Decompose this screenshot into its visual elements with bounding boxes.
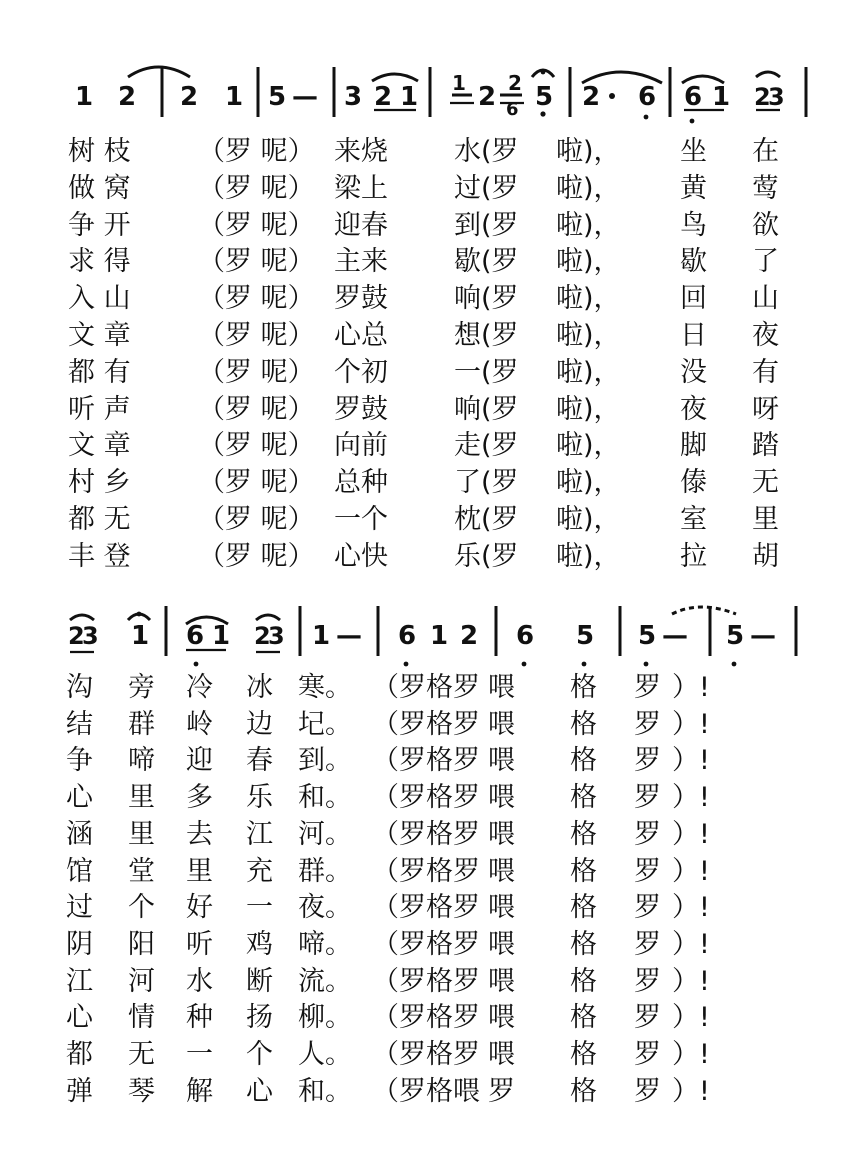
- lyric-syllable: ）!: [672, 1002, 710, 1034]
- lyric-syllable: （罗格罗: [372, 782, 480, 814]
- lyric-syllable: ）!: [672, 745, 710, 777]
- lyric-syllable: 一: [246, 892, 273, 924]
- lyric-syllable: （罗格罗: [372, 1039, 480, 1070]
- lyric-syllable: ）!: [672, 1075, 710, 1107]
- lyric-syllable: 喂: [488, 708, 515, 740]
- lyric-syllable: 迎春: [334, 209, 388, 241]
- lyric-line: [0, 244, 860, 280]
- lyric-syllable: 啦)，: [556, 540, 621, 572]
- lyric-syllable: 格: [570, 1039, 597, 1070]
- note2-15: 5: [638, 621, 657, 651]
- lyric-syllable: 求 得: [68, 246, 131, 278]
- lyric-syllable: 都 无: [68, 504, 131, 535]
- lyric-syllable: 啦)，: [556, 283, 621, 315]
- lyric-line: [0, 171, 860, 207]
- lyric-syllable: 啼: [128, 745, 155, 777]
- lyric-syllable: 心: [66, 782, 93, 814]
- lyric-syllable: ）!: [672, 855, 710, 887]
- lyric-syllable: 去: [186, 818, 213, 850]
- lyric-syllable: ）!: [672, 892, 710, 924]
- lyric-syllable: （罗格罗: [372, 855, 480, 887]
- dash2-1: —: [336, 621, 362, 651]
- lyric-syllable: （罗格罗: [372, 672, 480, 703]
- note-11: 2: [478, 82, 497, 112]
- lyric-syllable: （罗 呢）: [198, 136, 315, 167]
- lyric-syllable: 喂: [488, 928, 515, 960]
- lyric-syllable: 日: [680, 320, 707, 351]
- lyric-syllable: 村 乡: [68, 467, 131, 499]
- note-3: 2: [180, 82, 199, 112]
- lyric-syllable: （罗 呢）: [198, 283, 315, 315]
- note2-1: 2: [68, 622, 85, 650]
- lyric-syllable: （罗格罗: [372, 745, 480, 777]
- lyric-syllable: 罗: [634, 965, 661, 997]
- lyric-syllable: 格: [570, 928, 597, 960]
- lyric-syllable: 文 章: [68, 430, 131, 462]
- lyric-syllable: 情: [128, 1002, 155, 1034]
- lyric-syllable: 到。: [298, 745, 352, 777]
- lyric-syllable: 阴: [66, 928, 93, 960]
- lyric-syllable: 格: [570, 965, 597, 997]
- lyric-syllable: 踏: [752, 430, 779, 462]
- lyric-syllable: 主来: [334, 246, 388, 278]
- note-21: 3: [768, 83, 785, 111]
- lyric-syllable: 枕(罗: [454, 504, 519, 535]
- note-13: 6: [506, 99, 519, 120]
- note2-8: 1: [312, 621, 331, 651]
- lyric-syllable: 格: [570, 672, 597, 703]
- lyric-syllable: 梁上: [334, 172, 388, 204]
- lyric-syllable: 响(罗: [454, 283, 519, 315]
- lyric-syllable: 冰: [246, 672, 273, 703]
- lyric-line: [0, 355, 860, 391]
- lyric-syllable: 喂: [488, 818, 515, 850]
- lyric-syllable: 个: [128, 892, 155, 924]
- lyric-syllable: 胡: [752, 540, 779, 572]
- lyric-line: [0, 539, 860, 575]
- lyric-syllable: 断: [246, 965, 273, 997]
- lyric-syllable: 一个: [334, 504, 388, 535]
- lyric-syllable: 啦)，: [556, 430, 621, 462]
- lyric-syllable: 格: [570, 745, 597, 777]
- note2-4: 6: [186, 621, 205, 651]
- lyric-line: [0, 281, 860, 317]
- dash2-3: —: [750, 621, 776, 651]
- lyric-syllable: 好: [186, 892, 213, 924]
- lyric-syllable: 和。: [298, 1075, 352, 1107]
- lyric-syllable: ）!: [672, 965, 710, 997]
- lyric-syllable: 心: [246, 1075, 273, 1107]
- lyric-syllable: 乐: [246, 782, 273, 814]
- note2-11: 1: [430, 621, 449, 651]
- lyric-line: [0, 890, 860, 926]
- note2-2: 3: [82, 622, 99, 650]
- note2-14: 5: [576, 621, 595, 651]
- note-10: 1: [452, 71, 466, 95]
- lyric-syllable: 了: [752, 246, 779, 278]
- lyric-syllable: 有: [752, 356, 779, 388]
- lyric-syllable: 寒。: [298, 672, 352, 703]
- lyric-syllable: 在: [752, 136, 779, 167]
- notation-line-1: [0, 55, 860, 130]
- lyric-syllable: 夜: [680, 393, 707, 425]
- lyric-syllable: 坐: [680, 136, 707, 167]
- lyric-syllable: ）!: [672, 928, 710, 960]
- lyric-syllable: 河: [128, 965, 155, 997]
- lyric-syllable: 格: [570, 782, 597, 814]
- note2-12: 2: [460, 621, 479, 651]
- note2-7: 3: [268, 622, 285, 650]
- note-12: 2: [508, 71, 522, 95]
- lyric-syllable: （罗 呢）: [198, 356, 315, 388]
- lyric-syllable: 过: [66, 892, 93, 924]
- note-14: 5: [535, 82, 554, 112]
- lyric-syllable: 树 枝: [68, 136, 131, 167]
- lyric-syllable: 堂: [128, 855, 155, 887]
- lyric-line: [0, 854, 860, 890]
- lyric-syllable: 回: [680, 283, 707, 315]
- lyric-syllable: 个: [246, 1039, 273, 1070]
- lyric-syllable: 充: [246, 855, 273, 887]
- lyric-syllable: 听 声: [68, 393, 131, 425]
- lyric-line: [0, 318, 860, 354]
- lyric-syllable: 琴: [128, 1075, 155, 1107]
- lyric-syllable: 到(罗: [454, 209, 519, 241]
- lyric-syllable: 罗: [634, 1002, 661, 1034]
- lyric-syllable: 无: [752, 467, 779, 499]
- lyric-syllable: （罗 呢）: [198, 540, 315, 572]
- lyric-syllable: 喂: [488, 1039, 515, 1070]
- lyric-syllable: 喂: [488, 782, 515, 814]
- lyric-syllable: 冷: [186, 672, 213, 703]
- dash-1: —: [292, 82, 318, 112]
- lyric-syllable: （罗 呢）: [198, 393, 315, 425]
- lyric-syllable: （罗 呢）: [198, 504, 315, 535]
- lyric-syllable: 江: [66, 965, 93, 997]
- lyric-line: [0, 428, 860, 464]
- lyric-syllable: 里: [128, 782, 155, 814]
- lyric-syllable: 柳。: [298, 1002, 352, 1034]
- lyric-syllable: 啦)，: [556, 504, 621, 535]
- lyric-syllable: 群。: [298, 855, 352, 887]
- lyric-syllable: 群: [128, 708, 155, 740]
- lyric-syllable: 罗鼓: [334, 393, 388, 425]
- lyric-syllable: 里: [752, 504, 779, 535]
- lyric-syllable: 圮。: [298, 708, 352, 740]
- lyric-syllable: 罗: [634, 1039, 661, 1070]
- dash2-2: —: [662, 621, 688, 651]
- lyric-syllable: 阳: [128, 928, 155, 960]
- lyric-syllable: 解: [186, 1075, 213, 1107]
- lyric-syllable: 格: [570, 855, 597, 887]
- lyric-syllable: 春: [246, 745, 273, 777]
- lyric-syllable: 啦)，: [556, 209, 621, 241]
- lyric-syllable: （罗 呢）: [198, 172, 315, 204]
- lyric-syllable: 莺: [752, 172, 779, 204]
- note-17: 6: [638, 82, 657, 112]
- note2-3: 1: [131, 621, 150, 651]
- lyric-syllable: 喂: [488, 965, 515, 997]
- lyric-syllable: 总种: [334, 467, 388, 499]
- lyric-syllable: 罗: [634, 818, 661, 850]
- lyric-syllable: 弹: [66, 1075, 93, 1107]
- lyric-line: [0, 1037, 860, 1073]
- lyric-syllable: 罗: [634, 1075, 661, 1107]
- lyric-line: [0, 927, 860, 963]
- lyric-line: [0, 964, 860, 1000]
- lyric-syllable: 水(罗: [454, 136, 519, 167]
- lyric-syllable: 格: [570, 1075, 597, 1107]
- lyric-syllable: 格: [570, 1002, 597, 1034]
- lyric-syllable: 里: [128, 818, 155, 850]
- lyric-syllable: 啦)，: [556, 320, 621, 351]
- lyric-syllable: 文 章: [68, 320, 131, 351]
- lyric-syllable: 过(罗: [454, 172, 519, 204]
- lyric-syllable: 喂: [488, 892, 515, 924]
- lyric-syllable: 罗: [634, 782, 661, 814]
- lyric-syllable: 种: [186, 1002, 213, 1034]
- lyric-syllable: 喂: [488, 745, 515, 777]
- lyric-syllable: 向前: [334, 430, 388, 462]
- lyric-syllable: ）!: [672, 708, 710, 740]
- note-7: 3: [344, 82, 363, 112]
- lyric-syllable: 心总: [334, 320, 388, 351]
- lyric-syllable: ）!: [672, 1039, 710, 1070]
- lyric-syllable: （罗格罗: [372, 965, 480, 997]
- lyric-syllable: 呀: [752, 393, 779, 425]
- lyric-syllable: 脚: [680, 430, 707, 462]
- lyric-syllable: 啦)，: [556, 136, 621, 167]
- lyric-syllable: 黄: [680, 172, 707, 204]
- lyric-syllable: 歇: [680, 246, 707, 278]
- note2-17: 5: [726, 621, 745, 651]
- lyric-line: [0, 1074, 860, 1110]
- lyric-syllable: 多: [186, 782, 213, 814]
- lyric-line: [0, 1000, 860, 1036]
- lyric-syllable: （罗格罗: [372, 818, 480, 850]
- lyric-syllable: 格: [570, 892, 597, 924]
- lyric-syllable: 了(罗: [454, 467, 519, 499]
- lyric-syllable: 啦)，: [556, 246, 621, 278]
- lyric-syllable: ）!: [672, 818, 710, 850]
- note2-10: 6: [398, 621, 417, 651]
- note-18: 6: [684, 82, 703, 112]
- lyric-syllable: 流。: [298, 965, 352, 997]
- lyric-syllable: 来烧: [334, 136, 388, 167]
- lyric-syllable: 里: [186, 855, 213, 887]
- lyric-syllable: 个初: [334, 356, 388, 388]
- lyric-syllable: 江: [246, 818, 273, 850]
- lyric-syllable: 走(罗: [454, 430, 519, 462]
- lyric-syllable: 迎: [186, 745, 213, 777]
- lyric-syllable: 边: [246, 708, 273, 740]
- lyric-syllable: 啦)，: [556, 393, 621, 425]
- lyric-syllable: 罗: [634, 928, 661, 960]
- lyric-syllable: 罗: [634, 745, 661, 777]
- lyric-syllable: 一(罗: [454, 356, 519, 388]
- lyric-syllable: 心快: [334, 540, 388, 572]
- lyric-line: [0, 134, 860, 170]
- lyric-syllable: 涵: [66, 818, 93, 850]
- lyric-syllable: 啼。: [298, 928, 352, 960]
- lyric-syllable: 听: [186, 928, 213, 960]
- lyric-syllable: 一: [186, 1039, 213, 1070]
- lyric-syllable: 罗: [634, 672, 661, 703]
- lyric-line: [0, 707, 860, 743]
- lyric-syllable: ）!: [672, 672, 710, 703]
- lyric-syllable: 格: [570, 708, 597, 740]
- lyric-syllable: 喂: [488, 855, 515, 887]
- lyric-syllable: 歇(罗: [454, 246, 519, 278]
- note-20: 2: [754, 83, 771, 111]
- lyric-syllable: （罗格罗: [372, 928, 480, 960]
- note-19: 1: [712, 82, 731, 112]
- lyric-syllable: （罗 呢）: [198, 467, 315, 499]
- lyric-syllable: 水: [186, 965, 213, 997]
- lyric-syllable: （罗格罗: [372, 1002, 480, 1034]
- lyric-syllable: 喂: [488, 1002, 515, 1034]
- lyric-syllable: 旁: [128, 672, 155, 703]
- lyric-line: [0, 502, 860, 538]
- note-1: 1: [75, 82, 94, 112]
- lyric-syllable: 罗: [634, 855, 661, 887]
- lyric-syllable: 扬: [246, 1002, 273, 1034]
- lyric-syllable: 都: [66, 1039, 93, 1070]
- lyric-syllable: 罗: [488, 1075, 515, 1107]
- note2-5: 1: [212, 621, 231, 651]
- lyric-syllable: 丰 登: [68, 540, 131, 572]
- lyric-syllable: （罗格罗: [372, 708, 480, 740]
- lyric-syllable: 鸟: [680, 209, 707, 241]
- note-2: 2: [118, 82, 137, 112]
- lyric-syllable: （罗 呢）: [198, 320, 315, 351]
- note2-13: 6: [516, 621, 535, 651]
- lyric-syllable: （罗 呢）: [198, 246, 315, 278]
- lyric-syllable: （罗格喂: [372, 1075, 480, 1107]
- lyric-syllable: 啦)，: [556, 172, 621, 204]
- lyric-syllable: 夜。: [298, 892, 352, 924]
- lyric-syllable: 乐(罗: [454, 540, 519, 572]
- lyric-syllable: 做 窝: [68, 172, 131, 204]
- lyric-syllable: 沟: [66, 672, 93, 703]
- lyric-syllable: 结: [66, 708, 93, 740]
- lyric-syllable: 格: [570, 818, 597, 850]
- lyric-syllable: 无: [128, 1039, 155, 1070]
- note-8: 2: [374, 82, 393, 112]
- lyric-syllable: 欲: [752, 209, 779, 241]
- lyric-syllable: 都 有: [68, 356, 131, 388]
- lyric-line: [0, 780, 860, 816]
- lyric-syllable: 夜: [752, 320, 779, 351]
- lyric-syllable: 岭: [186, 708, 213, 740]
- lyric-syllable: 罗: [634, 708, 661, 740]
- lyric-syllable: 争 开: [68, 209, 131, 241]
- notation-line-2: [0, 600, 860, 670]
- lyric-syllable: 罗: [634, 892, 661, 924]
- lyric-syllable: 罗鼓: [334, 283, 388, 315]
- note-4: 1: [225, 82, 244, 112]
- lyric-syllable: 河。: [298, 818, 352, 850]
- note-5: 5: [268, 82, 287, 112]
- lyric-syllable: 拉: [680, 540, 707, 572]
- note2-6: 2: [254, 622, 271, 650]
- lyric-syllable: 喂: [488, 672, 515, 703]
- lyric-syllable: 没: [680, 356, 707, 388]
- lyric-syllable: 响(罗: [454, 393, 519, 425]
- lyric-syllable: 啦)，: [556, 467, 621, 499]
- lyric-syllable: 和。: [298, 782, 352, 814]
- lyric-line: [0, 670, 860, 706]
- lyric-syllable: 入 山: [68, 283, 131, 315]
- lyric-syllable: 争: [66, 745, 93, 777]
- lyric-syllable: 人。: [298, 1039, 352, 1070]
- note-9: 1: [400, 82, 419, 112]
- lyric-syllable: 馆: [66, 855, 93, 887]
- lyric-syllable: 心: [66, 1002, 93, 1034]
- lyric-syllable: 鸡: [246, 928, 273, 960]
- lyric-line: [0, 465, 860, 501]
- lyric-syllable: （罗格罗: [372, 892, 480, 924]
- lyric-line: [0, 743, 860, 779]
- lyric-syllable: 山: [752, 283, 779, 315]
- lyric-syllable: 傣: [680, 467, 707, 499]
- lyric-syllable: 室: [680, 504, 707, 535]
- lyric-syllable: （罗 呢）: [198, 430, 315, 462]
- lyric-syllable: 想(罗: [454, 320, 519, 351]
- lyric-line: [0, 208, 860, 244]
- lyric-syllable: （罗 呢）: [198, 209, 315, 241]
- lyric-syllable: 啦)，: [556, 356, 621, 388]
- lyric-line: [0, 817, 860, 853]
- note-15: 2: [582, 82, 601, 112]
- lyric-syllable: ）!: [672, 782, 710, 814]
- lyric-line: [0, 392, 860, 428]
